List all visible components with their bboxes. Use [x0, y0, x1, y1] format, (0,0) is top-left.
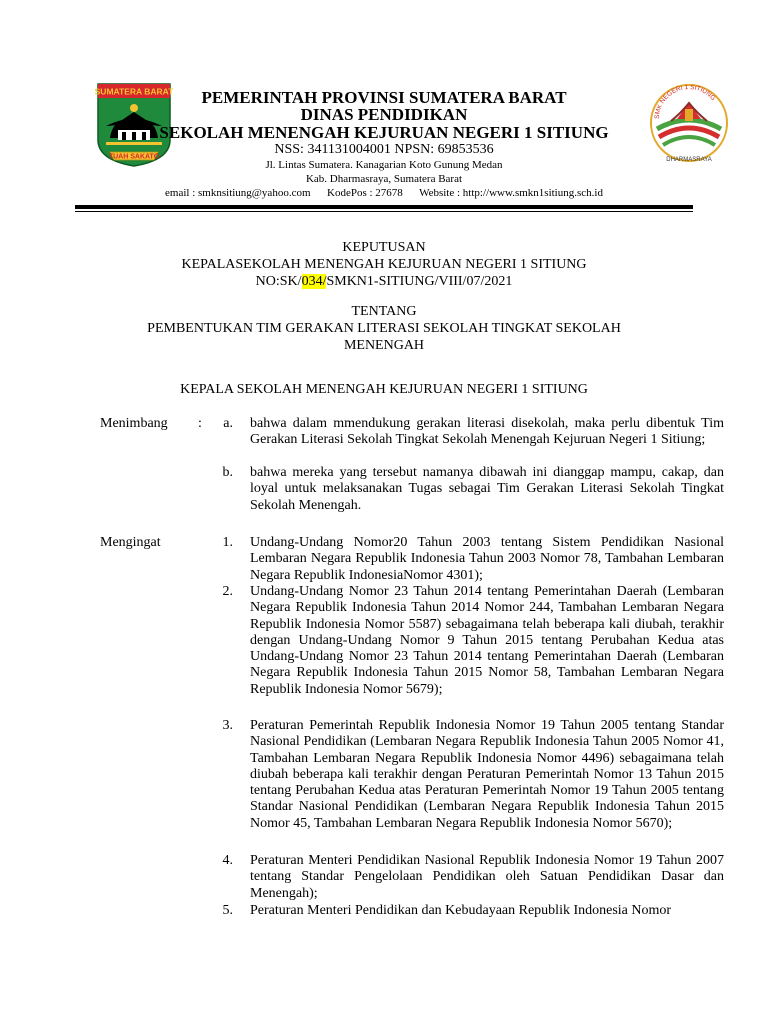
letterhead-divider-thin	[75, 211, 693, 212]
menimbang-label: Menimbang	[100, 416, 168, 431]
header-department: DINAS PENDIDIKAN	[300, 105, 468, 124]
mengingat-text-1: Undang-Undang Nomor20 Tahun 2003 tentang Sistem Pendidikan Nasional Lembaran Negara Republik Indonesia Tahun 2003 Nomor 78, Tambahan Lembaran Negara Republik IndonesiaNomor 4301);	[250, 535, 724, 583]
title-subject-line-2: MENENGAH	[343, 338, 425, 353]
mengingat-label: Mengingat	[100, 535, 161, 550]
mengingat-num-4: 4.	[222, 853, 233, 868]
number-highlight: 034/	[301, 274, 327, 289]
title-signer: KEPALA SEKOLAH MENENGAH KEJURUAN NEGERI 1 SITIUNG	[180, 382, 588, 397]
title-tentang: TENTANG	[351, 304, 417, 319]
header-school: SEKOLAH MENENGAH KEJURUAN NEGERI 1 SITIUNG	[159, 123, 609, 142]
mengingat-num-5: 5.	[222, 903, 233, 918]
number-suffix: SMKN1-SITIUNG/VIII/07/2021	[326, 274, 513, 289]
title-subject-line-1: PEMBENTUKAN TIM GERAKAN LITERASI SEKOLAH TINGKAT SEKOLAH	[147, 321, 621, 336]
menimbang-text-a: bahwa dalam mmendukung gerakan literasi disekolah, maka perlu dibentuk Tim Gerakan Literasi Sekolah Tingkat Sekolah Menengah Kejuruan Negeri 1 Sitiung;	[250, 416, 724, 448]
letterhead-divider-thick	[75, 205, 693, 209]
mengingat-num-2: 2.	[222, 584, 233, 599]
header-address-2: Kab. Dharmasraya, Sumatera Barat	[305, 173, 463, 185]
mengingat-text-5: Peraturan Menteri Pendidikan dan Kebudayaan Republik Indonesia Nomor	[250, 903, 672, 918]
number-prefix: NO:SK/	[255, 274, 302, 289]
menimbang-text-b: bahwa mereka yang tersebut namanya dibawah ini dianggap mampu, cakap, dan loyal untuk melaksanakan Tugas sebagai Tim Gerakan Literasi Sekolah Tingkat Sekolah Menengah.	[250, 465, 724, 513]
header-nss: NSS: 341131004001 NPSN: 69853536	[274, 142, 494, 157]
mengingat-text-3: Peraturan Pemerintah Republik Indonesia Nomor 19 Tahun 2005 tentang Standar Nasional Pendidikan (Lembaran Negara Republik Indonesia Tahun 2005 Nomor 41, Tambahan Lembaran Negara Republik Indonesia Nomor 4496) sebagaimana telah diubah beberapa kali terakhir dengan Peraturan Pemerintah Nomor 13 Tahun 2015 tentang Perubahan Kedua atas Peraturan Pemerintah Nomor 19 Tahun 2005 tentang Standar Nasional Pendidikan (Lembaran Negara Republik Indonesia Tahun 2015 Nomor 45, Tambahan Lembaran Negara Republik Indonesia Nomor 5670);	[250, 718, 724, 831]
header-province: PEMERINTAH PROVINSI SUMATERA BARAT	[201, 88, 567, 107]
svg-text:TUAH SAKATO: TUAH SAKATO	[108, 153, 160, 161]
mengingat-text-2: Undang-Undang Nomor 23 Tahun 2014 tentang Pemerintahan Daerah (Lembaran Negara Republik Indonesia Tahun 2014 Nomor 244, Tambahan Lembaran Negara Republik Indonesia Nomor 5587) sebagaimana telah beberapa kali diubah, terakhir dengan Undang-Undang Nomor 9 Tahun 2015 tentang Perubahan Kedua atas Undang-Undang Nomor 23 Tahun 2014 tentang Pemerintahan Daerah (Lembaran Negara Republik Indonesia Tahun 2015 Nomor 58, Tambahan Lembaran Negara Republik Indonesia Nomor 5679);	[250, 584, 724, 697]
menimbang-colon: :	[198, 416, 202, 431]
title-kepala: KEPALASEKOLAH MENENGAH KEJURUAN NEGERI 1 SITIUNG	[181, 257, 587, 272]
mengingat-num-3: 3.	[222, 718, 233, 733]
menimbang-num-b: b.	[222, 465, 233, 480]
svg-text:SMK NEGERI 1 SITIUNG: SMK NEGERI 1 SITIUNG	[653, 83, 717, 120]
header-address-1: Jl. Lintas Sumatera. Kanagarian Koto Gunung Medan	[265, 159, 503, 171]
header-contact: email : smknsitiung@yahoo.com KodePos : 27678 Website : http://www.smkn1sitiung.sch.id	[165, 187, 603, 199]
svg-text:SUMATERA BARAT: SUMATERA BARAT	[94, 86, 174, 97]
mengingat-num-1: 1.	[222, 535, 233, 550]
mengingat-text-4: Peraturan Menteri Pendidikan Nasional Republik Indonesia Nomor 19 Tahun 2007 tentang Standar Pengelolaan Pendidikan oleh Satuan Pendidikan Dasar dan Menengah);	[250, 853, 724, 901]
title-number	[0, 274, 768, 290]
svg-text:DHARMASRAYA: DHARMASRAYA	[666, 157, 712, 163]
title-keputusan: KEPUTUSAN	[342, 240, 426, 255]
menimbang-num-a: a.	[223, 416, 233, 431]
